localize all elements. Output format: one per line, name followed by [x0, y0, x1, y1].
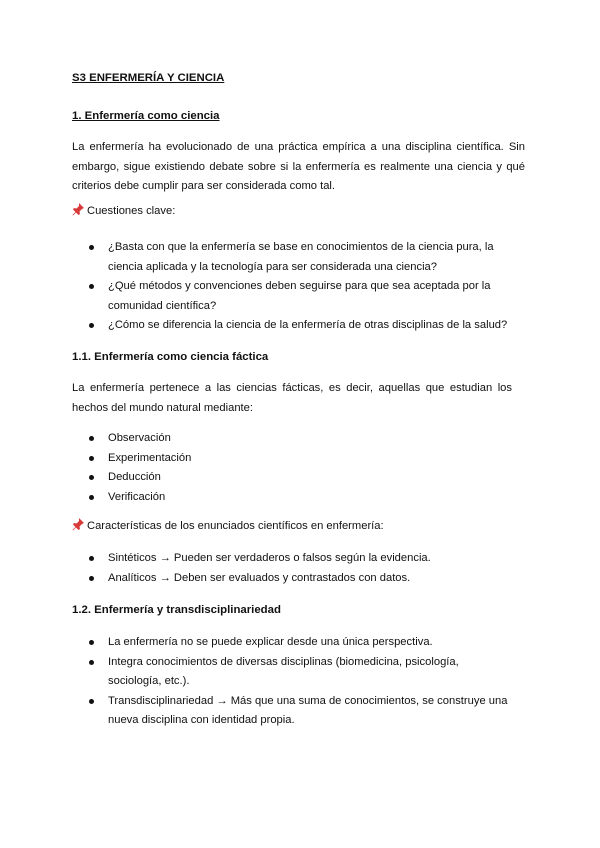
list-item: Analíticos → Deben ser evaluados y contrastados con datos.	[72, 569, 512, 589]
list-item: ¿Basta con que la enfermería se base en conocimientos de la ciencia pura, la ciencia aplicada y la tecnología para ser considerada una ciencia?	[72, 238, 512, 277]
section-1-1-heading: 1.1. Enfermería como ciencia fáctica	[72, 351, 269, 363]
pushpin-icon	[72, 518, 84, 531]
section-1-intro-source: La enfermería ha evolucionado de una práctica empírica a una disciplina científica. Sin embargo, sigue existiendo debate sobre si la enfermería es realmente una ciencia y qué criterios debe cumplir para ser considerada como tal.	[72, 141, 525, 192]
list-item: ¿Cómo se diferencia la ciencia de la enfermería de otras disciplinas de la salud?	[72, 316, 512, 336]
section-1-note	[72, 202, 175, 222]
section-1-heading: 1. Enfermería como ciencia	[72, 110, 220, 122]
methods-list	[72, 429, 512, 507]
section-1-2-heading: 1.2. Enfermería y transdisciplinariedad	[72, 604, 281, 616]
list-item: ¿Qué métodos y convenciones deben seguirse para que sea aceptada por la comunidad científica?	[72, 277, 512, 316]
transdisciplinarity-list	[72, 633, 512, 731]
list-item: Integra conocimientos de diversas disciplinas (biomedicina, psicología, sociología, etc.).	[72, 653, 512, 692]
list-item: La enfermería no se puede explicar desde una única perspectiva.	[72, 633, 512, 653]
list-item: Verificación	[72, 488, 512, 508]
section-1-1-note	[72, 517, 384, 537]
key-questions-list	[72, 238, 512, 336]
list-item: Observación	[72, 429, 512, 449]
note-label: Características de los enunciados científicos en enfermería:	[87, 520, 384, 532]
section-1-1-intro: La enfermería pertenece a las ciencias fácticas, es decir, aquellas que estudian los hechos del mundo natural mediante:	[72, 382, 512, 414]
list-item: Experimentación	[72, 449, 512, 469]
document-title: S3 ENFERMERÍA Y CIENCIA	[72, 72, 225, 84]
list-item: Deducción	[72, 468, 512, 488]
pushpin-icon	[72, 203, 84, 216]
note-label: Cuestiones clave:	[87, 205, 176, 217]
list-item: Sintéticos → Pueden ser verdaderos o falsos según la evidencia.	[72, 549, 512, 569]
characteristics-list	[72, 549, 512, 588]
list-item: Transdisciplinariedad → Más que una suma de conocimientos, se construye una nueva disciplina con identidad propia.	[72, 692, 512, 731]
